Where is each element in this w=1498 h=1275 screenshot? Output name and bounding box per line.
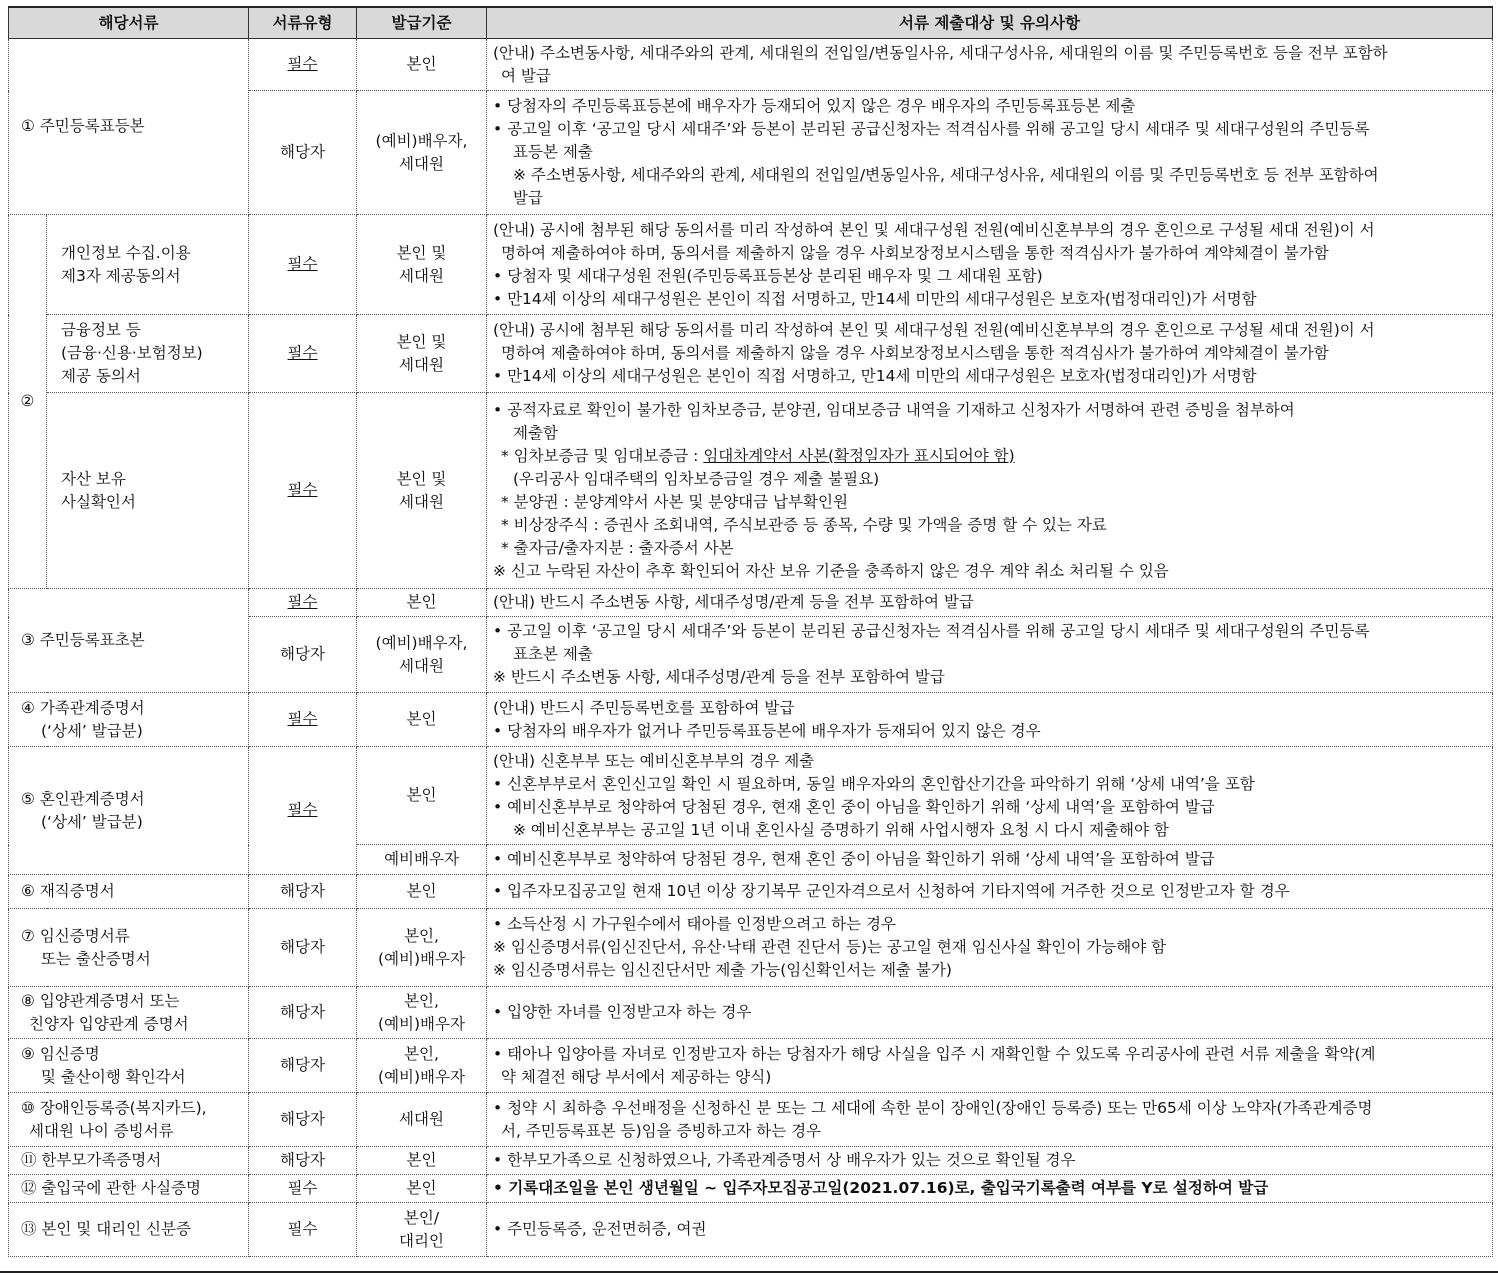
doc-notes: • 한부모가족으로 신청하였으나, 가족관계증명서 상 배우자가 있는 것으로 확인될 경우 — [487, 1147, 1493, 1175]
table-row — [9, 315, 1493, 393]
doc-basis: 본인, (예비)배우자 — [357, 987, 487, 1039]
doc-notes: • 공적자료로 확인이 불가한 임차보증금, 분양권, 임대보증금 내역을 기재하고 신청자가 서명하여 관련 증빙을 첨부하여 제출함 * 임차보증금 및 임대보증금 : 임대차계약서 사본(확정일자가 표시되어야 함) (우리공사 임대주택의 임차보증금일 경우 제출 불필요) * 분양권 : 분양계약서 사본 및 분양대금 납부확인원 * 비상장주식 : 증권사 조회내역, 주식보관증 등 종목, 수량 및 가액을 증명 할 수 있는 자료 * 출자금/출자지분 : 출자증서 사본 ※ 신고 누락된 자산이 추후 확인되어 자산 보유 기준을 충족하지 않은 경우 계약 취소 처리될 수 있음 — [487, 393, 1493, 589]
doc-type: 필수 — [287, 344, 318, 362]
doc-type: 필수 — [249, 1175, 357, 1203]
doc-type: 해당자 — [249, 1039, 357, 1093]
doc-type: 필수 — [287, 55, 318, 73]
doc-basis: 본인 및 세대원 — [357, 315, 487, 393]
doc-type: 필수 — [287, 593, 318, 611]
doc-notes: • 입양한 자녀를 인정받고자 하는 경우 — [487, 987, 1493, 1039]
doc-notes: • 당첨자의 주민등록표등본에 배우자가 등재되어 있지 않은 경우 배우자의 주민등록표등본 제출 • 공고일 이후 ‘공고일 당시 세대주’와 등본이 분리된 공급신청자는 적격심사를 위해 공고일 당시 세대주 및 세대구성원의 주민등록 표등본 제출 ※ 주소변동사항, 세대주와의 관계, 세대원의 전입일/변동일사유, 세대구성사유, 세대원의 이름 및 주민등록번호 등 전부 포함하여 발급 — [487, 91, 1493, 215]
document-table — [8, 6, 1493, 1257]
table-row — [9, 1093, 1493, 1147]
doc-number: ② — [9, 215, 47, 589]
header-notes: 서류 제출대상 및 유의사항 — [487, 7, 1493, 39]
doc-name: ⑥ 재직증명서 — [9, 875, 249, 909]
doc-notes: • 소득산정 시 가구원수에서 태아를 인정받으려고 하는 경우 ※ 임신증명서류(임신진단서, 유산·낙태 관련 진단서 등)는 공고일 현재 임신사실 확인이 가능해야 함 ※ 임신증명서류는 임신진단서만 제출 가능(임신확인서는 제출 불가) — [487, 909, 1493, 987]
doc-name: ⑩ 장애인등록증(복지카드), 세대원 나이 증빙서류 — [9, 1093, 249, 1147]
doc-type: 필수 — [287, 481, 318, 499]
table-row — [9, 987, 1493, 1039]
doc-basis: 본인 — [357, 1147, 487, 1175]
doc-name: ⑫ 출입국에 관한 사실증명 — [9, 1175, 249, 1203]
table-row — [9, 39, 1493, 91]
table-row — [9, 1147, 1493, 1175]
doc-basis: 본인, (예비)배우자 — [357, 909, 487, 987]
table-row — [9, 215, 1493, 315]
doc-notes: • 주민등록증, 운전면허증, 여권 — [487, 1203, 1493, 1257]
table-row — [9, 1175, 1493, 1203]
doc-name: ④ 가족관계증명서 (‘상세’ 발급분) — [9, 693, 249, 747]
table-row — [9, 589, 1493, 617]
doc-name: ⑬ 본인 및 대리인 신분증 — [9, 1203, 249, 1257]
doc-name: ⑤ 혼인관계증명서 (‘상세’ 발급분) — [9, 747, 249, 875]
doc-notes: (안내) 주소변동사항, 세대주와의 관계, 세대원의 전입일/변동일사유, 세대구성사유, 세대원의 이름 및 주민등록번호 등을 전부 포함하 여 발급 — [487, 39, 1493, 91]
table-row — [9, 747, 1493, 845]
doc-notes: (안내) 신혼부부 또는 예비신혼부부의 경우 제출 • 신혼부부로서 혼인신고일 확인 시 필요하며, 동일 배우자와의 혼인합산기간을 파악하기 위해 ‘상세 내역’을 포함 • 예비신혼부부로 청약하여 당첨된 경우, 현재 혼인 중이 아님을 확인하기 위해 ‘상세 내역’을 포함하여 발급 ※ 예비신혼부부는 공고일 1년 이내 혼인사실 증명하기 위해 사업시행자 요청 시 다시 제출해야 함 — [487, 747, 1493, 845]
doc-type: 해당자 — [249, 987, 357, 1039]
doc-name: 개인정보 수집.이용 제3자 제공동의서 — [47, 215, 249, 315]
table-row — [9, 875, 1493, 909]
doc-basis: 세대원 — [357, 1093, 487, 1147]
doc-type: 해당자 — [249, 1147, 357, 1175]
header-row — [9, 7, 1493, 39]
doc-type: 해당자 — [249, 91, 357, 215]
doc-basis: (예비)배우자, 세대원 — [357, 91, 487, 215]
doc-name: ⑦ 임신증명서류 또는 출산증명서 — [9, 909, 249, 987]
doc-type: 필수 — [287, 255, 318, 273]
doc-notes: (안내) 공시에 첨부된 해당 동의서를 미리 작성하여 본인 및 세대구성원 전원(예비신혼부부의 경우 혼인으로 구성될 세대 전원)이 서 명하여 제출하여야 하며, 동의서를 제출하지 않을 경우 사회보장정보시스템을 통한 적격심사가 불가하여 계약체결이 불가함 • 만14세 이상의 세대구성원은 본인이 직접 서명하고, 만14세 미만의 세대구성원은 보호자(법정대리인)가 서명함 — [487, 315, 1493, 393]
doc-notes: • 청약 시 최하층 우선배정을 신청하신 분 또는 그 세대에 속한 분이 장애인(장애인 등록증) 또는 만65세 이상 노약자(가족관계증명 서, 주민등록표본 등)임을 증빙하고자 하는 경우 — [487, 1093, 1493, 1147]
doc-basis: 본인 — [357, 589, 487, 617]
doc-name: 금융정보 등 (금융·신용·보험정보) 제공 동의서 — [47, 315, 249, 393]
doc-name: ③ 주민등록표초본 — [9, 589, 249, 693]
doc-basis: (예비)배우자, 세대원 — [357, 617, 487, 693]
table-row — [9, 393, 1493, 589]
table-row — [9, 1039, 1493, 1093]
header-type: 서류유형 — [249, 7, 357, 39]
doc-name: ⑨ 임신증명 및 출산이행 확인각서 — [9, 1039, 249, 1093]
doc-type: 필수 — [249, 1203, 357, 1257]
doc-notes: • 기록대조일을 본인 생년월일 ~ 입주자모집공고일(2021.07.16)로, 출입국기록출력 여부를 Y로 설정하여 발급 — [487, 1175, 1493, 1203]
doc-basis: 본인/ 대리인 — [357, 1203, 487, 1257]
doc-name: ⑪ 한부모가족증명서 — [9, 1147, 249, 1175]
doc-notes: (안내) 반드시 주소변동 사항, 세대주성명/관계 등을 전부 포함하여 발급 — [487, 589, 1493, 617]
doc-basis: 본인 — [357, 1175, 487, 1203]
doc-type: 필수 — [287, 801, 318, 819]
doc-type: 해당자 — [249, 909, 357, 987]
header-doc: 해당서류 — [9, 7, 249, 39]
table-row — [9, 909, 1493, 987]
bottom-rule — [0, 1271, 1498, 1273]
doc-type: 해당자 — [249, 617, 357, 693]
doc-basis: 예비배우자 — [357, 845, 487, 875]
doc-basis: 본인, (예비)배우자 — [357, 1039, 487, 1093]
doc-basis: 본인 — [357, 693, 487, 747]
doc-notes: • 공고일 이후 ‘공고일 당시 세대주’와 등본이 분리된 공급신청자는 적격심사를 위해 공고일 당시 세대주 및 세대구성원의 주민등록 표초본 제출 ※ 반드시 주소변동 사항, 세대주성명/관계 등을 전부 포함하여 발급 — [487, 617, 1493, 693]
table-row — [9, 1203, 1493, 1257]
doc-notes: • 입주자모집공고일 현재 10년 이상 장기복무 군인자격으로서 신청하여 기타지역에 거주한 것으로 인정받고자 할 경우 — [487, 875, 1493, 909]
doc-notes: • 예비신혼부부로 청약하여 당첨된 경우, 현재 혼인 중이 아님을 확인하기 위해 ‘상세 내역’을 포함하여 발급 — [487, 845, 1493, 875]
doc-type: 필수 — [287, 710, 318, 728]
doc-basis: 본인 — [357, 875, 487, 909]
doc-type: 해당자 — [249, 875, 357, 909]
doc-name: ⑧ 입양관계증명서 또는 친양자 입양관계 증명서 — [9, 987, 249, 1039]
doc-notes: (안내) 공시에 첨부된 해당 동의서를 미리 작성하여 본인 및 세대구성원 전원(예비신혼부부의 경우 혼인으로 구성될 세대 전원)이 서 명하여 제출하여야 하며, 동의서를 제출하지 않을 경우 사회보장정보시스템을 통한 적격심사가 불가하여 계약체결이 불가함 • 당첨자 및 세대구성원 전원(주민등록표등본상 분리된 배우자 및 그 세대원 포함) • 만14세 이상의 세대구성원은 본인이 직접 서명하고, 만14세 미만의 세대구성원은 보호자(법정대리인)가 서명함 — [487, 215, 1493, 315]
doc-name: 자산 보유 사실확인서 — [47, 393, 249, 589]
doc-basis: 본인 — [357, 39, 487, 91]
doc-basis: 본인 및 세대원 — [357, 215, 487, 315]
doc-type: 해당자 — [249, 1093, 357, 1147]
doc-notes: (안내) 반드시 주민등록번호를 포함하여 발급 • 당첨자의 배우자가 없거나 주민등록표등본에 배우자가 등재되어 있지 않은 경우 — [487, 693, 1493, 747]
header-basis: 발급기준 — [357, 7, 487, 39]
doc-name: ① 주민등록표등본 — [9, 39, 249, 215]
doc-basis: 본인 및 세대원 — [357, 393, 487, 589]
table-row — [9, 693, 1493, 747]
doc-basis: 본인 — [357, 747, 487, 845]
doc-notes: • 태아나 입양아를 자녀로 인정받고자 하는 당첨자가 해당 사실을 입주 시 재확인할 수 있도록 우리공사에 관련 서류 제출을 확약(계 약 체결전 해당 부서에서 제공하는 양식) — [487, 1039, 1493, 1093]
